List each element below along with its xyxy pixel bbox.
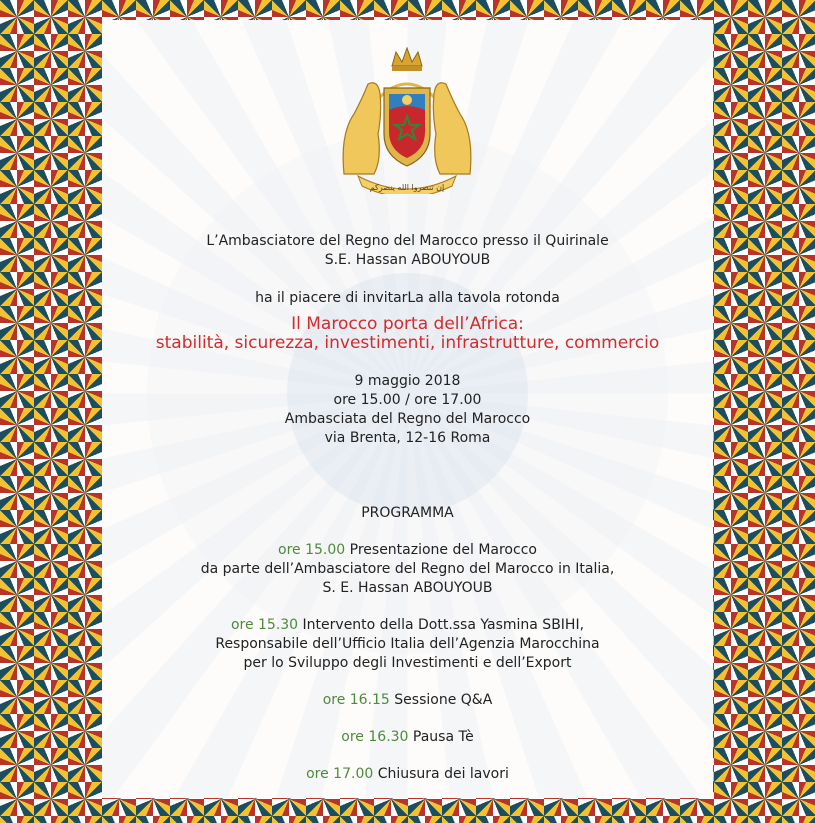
program-detail: da parte dell’Ambasciatore del Regno del Marocco in Italia, bbox=[200, 561, 615, 577]
event-address: via Brenta, 12-16 Roma bbox=[324, 430, 491, 446]
program-text: Intervento della Dott.ssa Yasmina SBIHI, bbox=[302, 617, 585, 633]
host-line: L’Ambasciatore del Regno del Marocco presso il Quirinale bbox=[206, 233, 609, 249]
program-time: ore 16.30 bbox=[341, 729, 409, 745]
program-detail: per lo Sviluppo degli Investimenti e dell’Export bbox=[243, 655, 572, 671]
program-detail: Responsabile dell’Ufficio Italia dell’Agenzia Marocchina bbox=[215, 636, 600, 652]
invite-line: ha il piacere di invitarLa alla tavola rotonda bbox=[255, 290, 560, 306]
event-date: 9 maggio 2018 bbox=[354, 373, 461, 389]
program-text: Sessione Q&A bbox=[394, 692, 493, 708]
program-text: Presentazione del Marocco bbox=[349, 542, 537, 558]
host-name: S.E. Hassan ABOUYOUB bbox=[324, 252, 491, 268]
program-time: ore 15.00 bbox=[278, 542, 346, 558]
program-text: Chiusura dei lavori bbox=[377, 766, 509, 782]
program-item bbox=[102, 765, 713, 784]
emblem-motto: إن تنصروا الله ينصركم bbox=[369, 183, 445, 192]
program-time: ore 16.15 bbox=[322, 692, 390, 708]
program-item bbox=[102, 728, 713, 747]
event-time: ore 15.00 / ore 17.00 bbox=[333, 392, 482, 408]
event-title: Il Marocco porta dell’Africa: bbox=[291, 314, 524, 334]
event-subtitle: stabilità, sicurezza, investimenti, infrastrutture, commercio bbox=[155, 333, 660, 353]
program-time: ore 17.00 bbox=[306, 766, 374, 782]
program-time: ore 15.30 bbox=[230, 617, 299, 633]
coat-of-arms-emblem bbox=[334, 44, 480, 194]
program-item bbox=[102, 616, 713, 635]
program-text: Pausa Tè bbox=[412, 729, 474, 745]
program-item bbox=[102, 691, 713, 710]
program-detail: S. E. Hassan ABOUYOUB bbox=[322, 580, 493, 596]
program-heading: PROGRAMMA bbox=[361, 505, 454, 521]
program-item bbox=[102, 541, 713, 560]
event-venue: Ambasciata del Regno del Marocco bbox=[284, 411, 531, 427]
